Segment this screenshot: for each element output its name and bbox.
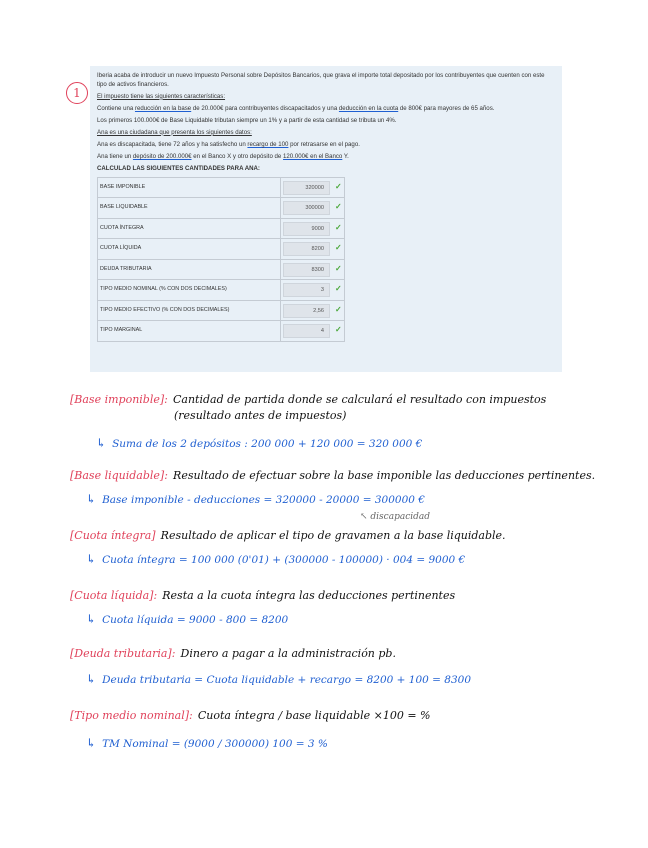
arrow-icon: ↳ <box>86 736 97 750</box>
note-formula <box>86 668 471 687</box>
arrow-icon: ↳ <box>86 492 97 506</box>
note-term: [Cuota líquida]: <box>70 589 158 602</box>
table-row <box>98 300 345 321</box>
exercise-number: 1 <box>66 82 88 104</box>
row-answer <box>281 198 345 219</box>
data-line-2 <box>97 153 554 162</box>
table-row <box>98 218 345 239</box>
note-definition: Resultado de efectuar sobre la base imponible las deducciones pertinentes. <box>173 469 596 482</box>
table-row <box>98 259 345 280</box>
note-cuota-liquida <box>70 584 455 603</box>
row-answer <box>281 259 345 280</box>
note-definition-continued <box>174 404 346 423</box>
row-label: TIPO MEDIO NOMINAL (% CON DOS DECIMALES) <box>98 280 281 301</box>
note-formula <box>86 548 465 567</box>
text-fragment: Ana es discapacitada, tiene 72 años y ha satisfecho un <box>97 140 248 148</box>
check-icon: ✓ <box>335 304 342 314</box>
table-row <box>98 198 345 219</box>
note-definition: Cuota íntegra / base liquidable ×100 = % <box>197 709 431 722</box>
formula-text: Deuda tributaria = Cuota liquidable + recargo = 8200 + 100 = 8300 <box>102 674 472 686</box>
highlight-deduccion: deducción en la cuota <box>338 104 399 112</box>
check-icon: ✓ <box>335 263 342 273</box>
note-term: [Base liquidable]: <box>70 469 168 482</box>
exercise-statement <box>90 66 562 372</box>
highlight-reduccion: reducción en la base <box>134 104 192 112</box>
note-formula <box>96 432 422 451</box>
data-heading: Ana es una ciudadana que presenta los siguientes datos: <box>97 128 252 136</box>
row-label: TIPO MARGINAL <box>98 321 281 342</box>
answer-field[interactable]: 300000 <box>283 201 330 215</box>
row-label: TIPO MEDIO EFECTIVO (% CON DOS DECIMALES) <box>98 300 281 321</box>
row-label: BASE IMPONIBLE <box>98 177 281 198</box>
text-fragment: Contiene una <box>97 104 135 112</box>
characteristic-2: Los primeros 100.000€ de Base Liquidable tributan siempre un 1% y a partir de esta cantidad se tributa un 4%. <box>97 116 397 124</box>
answer-field[interactable]: 8200 <box>283 242 330 256</box>
answer-field[interactable]: 8300 <box>283 263 330 277</box>
text-fragment: de 20.000€ para contribuyentes discapacitados y una <box>191 104 339 112</box>
answer-field[interactable]: 320000 <box>283 181 330 195</box>
check-icon: ✓ <box>335 243 342 253</box>
table-row <box>98 280 345 301</box>
row-answer <box>281 300 345 321</box>
row-label: CUOTA LÍQUIDA <box>98 239 281 260</box>
arrow-icon: ↳ <box>86 672 97 686</box>
note-term: [Deuda tributaria]: <box>70 647 176 660</box>
answer-field[interactable]: 2,56 <box>283 304 330 318</box>
row-answer <box>281 321 345 342</box>
discapacidad-annotation <box>360 504 430 523</box>
check-icon: ✓ <box>335 325 342 335</box>
note-cuota-integra <box>70 524 506 543</box>
table-row <box>98 321 345 342</box>
arrow-icon: ↳ <box>86 552 97 566</box>
note-formula <box>86 732 328 751</box>
row-answer <box>281 177 345 198</box>
text-fragment: Ana tiene un <box>97 152 133 160</box>
note-deuda-tributaria <box>70 642 396 661</box>
formula-text: TM Nominal = (9000 / 300000) 100 = 3 % <box>102 738 328 750</box>
exercise-intro: Iberia acaba de introducir un nuevo Impuesto Personal sobre Depósitos Bancarios, que grava el importe total depositado por los contribuyentes que cuenten con este tipo de activos financieros. <box>97 72 545 88</box>
note-formula <box>86 608 288 627</box>
check-icon: ✓ <box>335 202 342 212</box>
highlight-recargo: recargo de 100 <box>247 140 289 148</box>
check-icon: ✓ <box>335 222 342 232</box>
task-heading: CALCULAD LAS SIGUIENTES CANTIDADES PARA ANA: <box>97 164 260 172</box>
formula-text: Suma de los 2 depósitos : 200 000 + 120 000 = 320 000 € <box>112 438 423 450</box>
text-fragment: por retrasarse en el pago. <box>288 140 360 148</box>
row-label: BASE LIQUIDABLE <box>98 198 281 219</box>
note-term: [Tipo medio nominal]: <box>70 709 193 722</box>
row-answer <box>281 239 345 260</box>
arrow-icon: ↳ <box>86 612 97 626</box>
text-fragment: Y. <box>342 152 349 160</box>
check-icon: ✓ <box>335 284 342 294</box>
note-base-liquidable <box>70 464 595 483</box>
note-definition: Resultado de aplicar el tipo de gravamen a la base liquidable. <box>160 529 506 542</box>
note-tipo-medio-nominal <box>70 704 431 723</box>
formula-text: Base imponible - deducciones = 320000 - 20000 = 300000 € <box>102 494 425 506</box>
row-label: DEUDA TRIBUTARIA <box>98 259 281 280</box>
arrow-icon: ↳ <box>96 436 107 450</box>
note-definition: Dinero a pagar a la administración pb. <box>180 647 396 660</box>
row-answer <box>281 218 345 239</box>
answer-field[interactable]: 4 <box>283 324 330 338</box>
row-label: CUOTA ÍNTEGRA <box>98 218 281 239</box>
table-row <box>98 177 345 198</box>
table-row <box>98 239 345 260</box>
note-definition: (resultado antes de impuestos) <box>174 409 347 422</box>
check-icon: ✓ <box>335 181 342 191</box>
note-term: [Base imponible]: <box>70 393 168 406</box>
note-term: [Cuota íntegra] <box>70 529 156 542</box>
characteristics-heading: El impuesto tiene las siguientes características: <box>97 92 226 100</box>
note-definition: Resta a la cuota íntegra las deducciones pertinentes <box>162 589 456 602</box>
answers-table <box>97 177 345 342</box>
text-fragment: en el Banco X y otro depósito de <box>191 152 284 160</box>
formula-text: Cuota líquida = 9000 - 800 = 8200 <box>102 614 289 626</box>
note-definition: Cantidad de partida donde se calculará el resultado con impuestos <box>172 393 547 406</box>
characteristic-1 <box>97 105 554 114</box>
formula-text: Cuota íntegra = 100 000 (0'01) + (300000 - 100000) · 004 = 9000 € <box>102 554 466 566</box>
highlight-deposito-2: 120.000€ en el Banco <box>283 152 343 160</box>
highlight-deposito-1: depósito de 200.000€ <box>132 152 192 160</box>
answer-field[interactable]: 3 <box>283 283 330 297</box>
answer-field[interactable]: 9000 <box>283 222 330 236</box>
row-answer <box>281 280 345 301</box>
text-fragment: de 800€ para mayores de 65 años. <box>398 104 495 112</box>
annotation-text: ↖ discapacidad <box>360 512 431 522</box>
data-line-1 <box>97 141 554 150</box>
